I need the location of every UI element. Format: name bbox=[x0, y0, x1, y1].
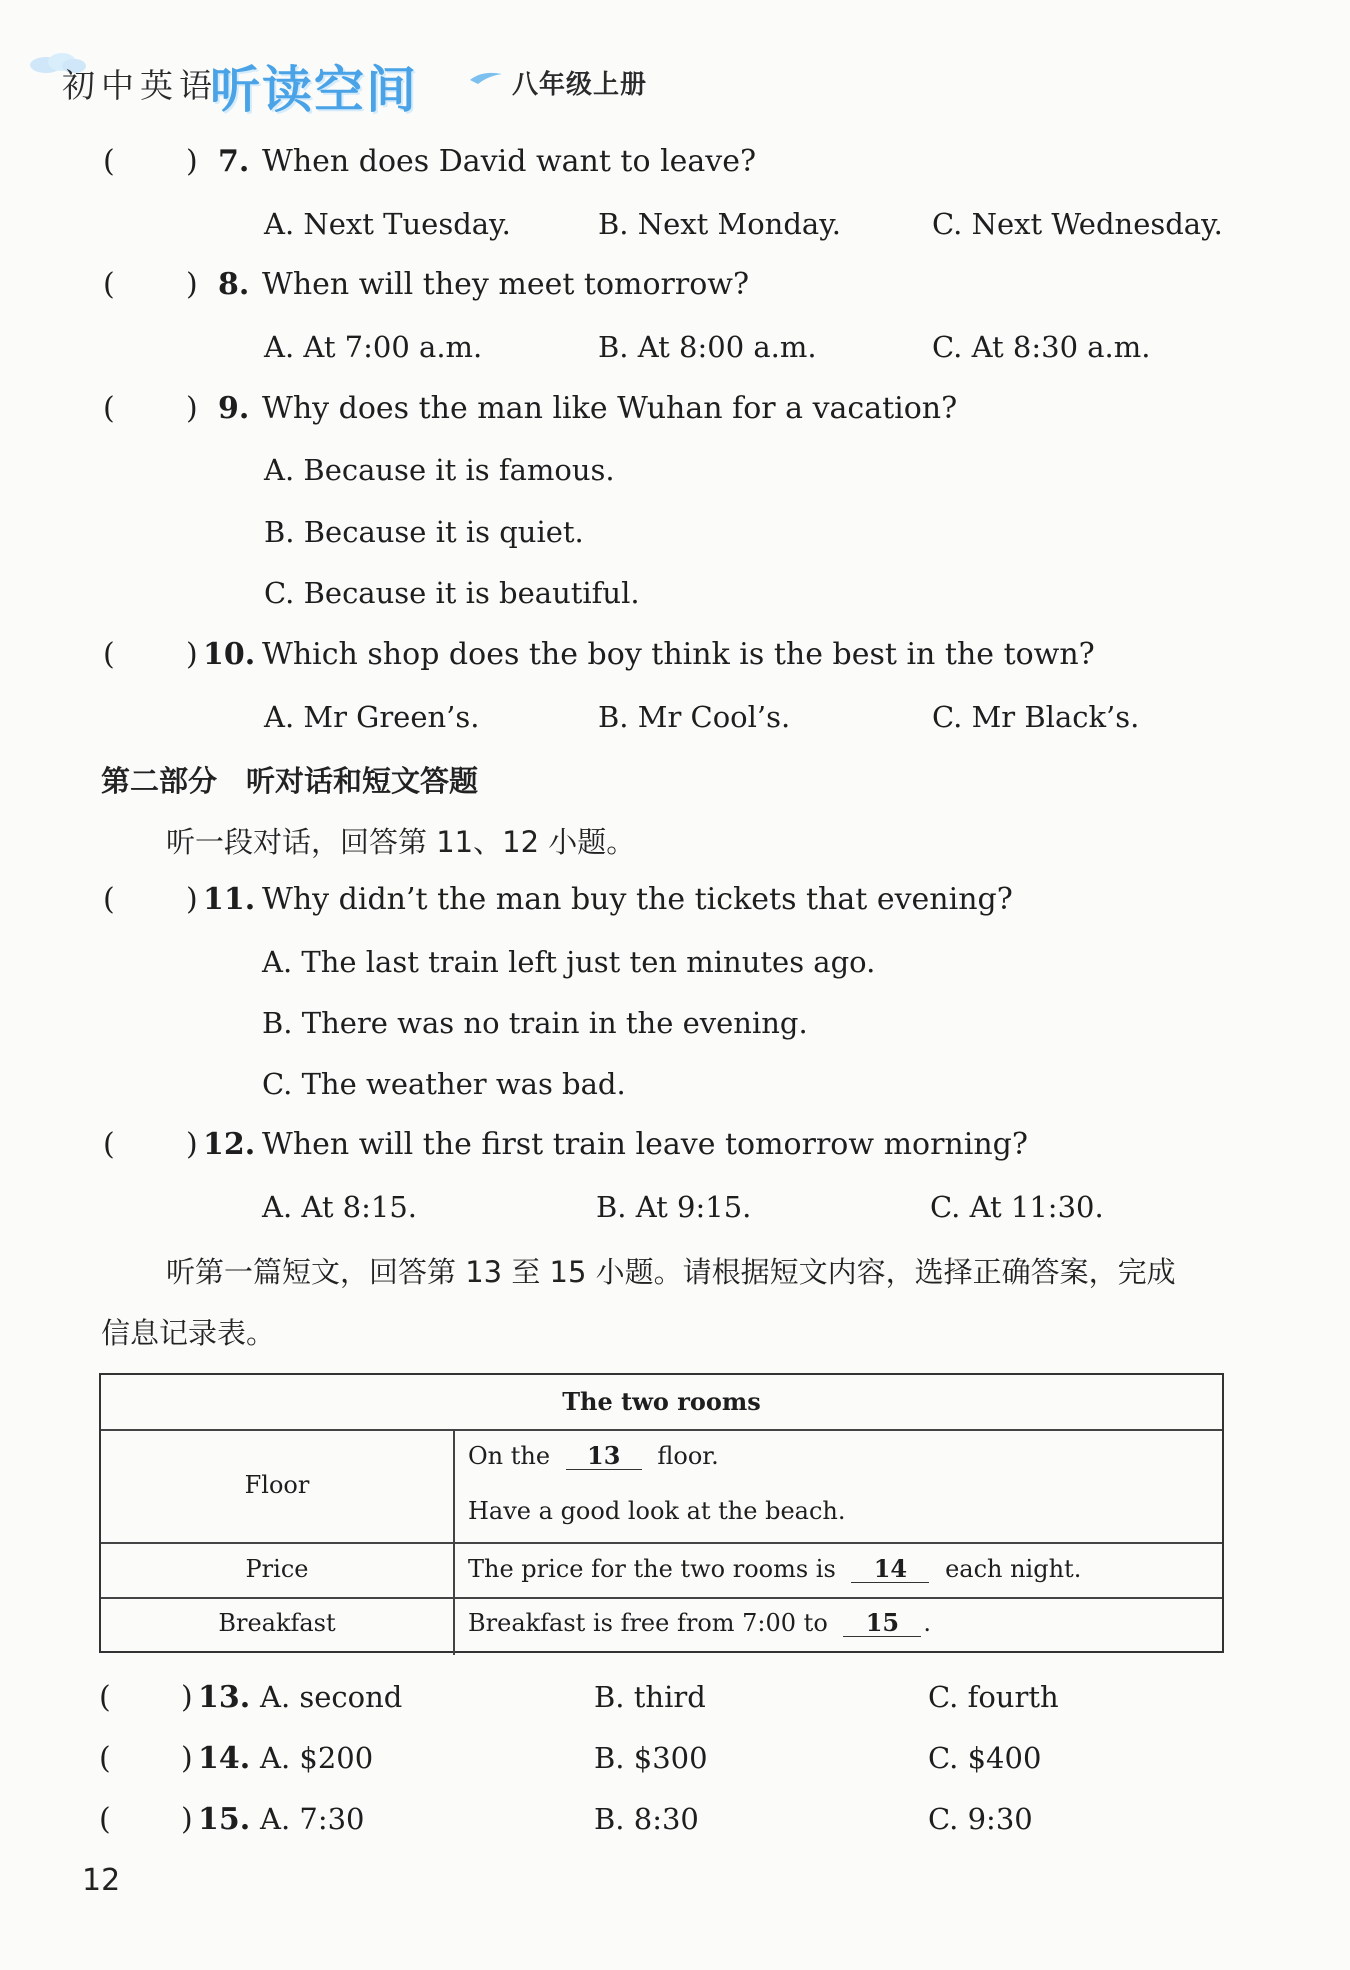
row-value-breakfast bbox=[468, 1609, 931, 1637]
option-b: B. 8:30 bbox=[594, 1802, 699, 1836]
option-a: A. Mr Green’s. bbox=[264, 700, 480, 734]
row-label-floor: Floor bbox=[244, 1471, 310, 1499]
option-b: B. third bbox=[594, 1680, 706, 1714]
blank-15[interactable]: 15 bbox=[843, 1610, 921, 1637]
option-b: B. $300 bbox=[594, 1741, 708, 1775]
instruction-text-cont: 信息记录表。 bbox=[101, 1316, 276, 1350]
cell-text: floor. bbox=[657, 1442, 719, 1470]
info-table bbox=[99, 1373, 1224, 1653]
option-c: C. Because it is beautiful. bbox=[264, 576, 640, 610]
table-title: The two rooms bbox=[562, 1387, 761, 1416]
answer-paren-open: ( bbox=[99, 1802, 111, 1837]
option-a: A. Next Tuesday. bbox=[264, 207, 511, 241]
row-label-price: Price bbox=[245, 1555, 309, 1583]
option-a: A. At 8:15. bbox=[262, 1190, 418, 1224]
table-divider bbox=[101, 1597, 1222, 1599]
answer-paren-close: ) bbox=[186, 391, 198, 426]
option-b: B. At 9:15. bbox=[596, 1190, 752, 1224]
instruction-text: 听第一篇短文，回答第 13 至 15 小题。请根据短文内容，选择正确答案，完成 bbox=[166, 1255, 1176, 1289]
question-number: 7. bbox=[218, 144, 250, 179]
section-title: 第二部分 听对话和短文答题 bbox=[101, 764, 479, 798]
cell-text: Breakfast is free from 7:00 to bbox=[468, 1609, 828, 1637]
question-text: Which shop does the boy think is the best in the town? bbox=[262, 637, 1095, 672]
question-number: 14. bbox=[198, 1741, 251, 1776]
option-c: C. $400 bbox=[928, 1741, 1042, 1775]
question-number: 15. bbox=[198, 1802, 251, 1837]
answer-paren-close: ) bbox=[181, 1680, 193, 1715]
cell-text: The price for the two rooms is bbox=[468, 1555, 836, 1583]
page-number: 12 bbox=[82, 1863, 121, 1898]
question-number: 12. bbox=[203, 1127, 256, 1162]
option-a: A. $200 bbox=[260, 1741, 374, 1775]
option-c: C. 9:30 bbox=[928, 1802, 1033, 1836]
option-a: A. At 7:00 a.m. bbox=[264, 330, 483, 364]
question-text: Why didn’t the man buy the tickets that evening? bbox=[262, 882, 1013, 917]
option-b: B. Because it is quiet. bbox=[264, 515, 584, 549]
answer-paren-open: ( bbox=[103, 391, 115, 426]
option-a: A. 7:30 bbox=[260, 1802, 365, 1836]
blank-13[interactable]: 13 bbox=[566, 1443, 642, 1470]
option-b: B. Next Monday. bbox=[598, 207, 841, 241]
question-text: When will the first train leave tomorrow morning? bbox=[262, 1127, 1028, 1162]
instruction-text: 听一段对话，回答第 11、12 小题。 bbox=[166, 825, 636, 859]
cell-text: each night. bbox=[945, 1555, 1082, 1583]
option-c: C. The weather was bad. bbox=[262, 1067, 626, 1101]
answer-paren-open: ( bbox=[103, 882, 115, 917]
page-header bbox=[28, 40, 728, 130]
option-b: B. There was no train in the evening. bbox=[262, 1006, 808, 1040]
answer-paren-open: ( bbox=[103, 1127, 115, 1162]
row-label-breakfast: Breakfast bbox=[218, 1609, 336, 1637]
option-c: C. At 8:30 a.m. bbox=[932, 330, 1151, 364]
question-number: 11. bbox=[203, 882, 256, 917]
option-b: B. At 8:00 a.m. bbox=[598, 330, 817, 364]
option-c: C. At 11:30. bbox=[930, 1190, 1104, 1224]
question-text: When does David want to leave? bbox=[262, 144, 757, 179]
swoosh-icon bbox=[468, 68, 504, 86]
option-a: A. Because it is famous. bbox=[264, 453, 615, 487]
option-c: C. fourth bbox=[928, 1680, 1059, 1714]
grade-label: 八年级上册 bbox=[512, 70, 648, 100]
cell-text: . bbox=[923, 1609, 932, 1637]
answer-paren-close: ) bbox=[186, 637, 198, 672]
table-divider bbox=[101, 1429, 1222, 1431]
row-value-floor bbox=[468, 1442, 719, 1470]
answer-paren-close: ) bbox=[181, 1802, 193, 1837]
answer-paren-close: ) bbox=[186, 267, 198, 302]
answer-paren-open: ( bbox=[99, 1680, 111, 1715]
brand-logo: 听读空间 bbox=[210, 61, 418, 119]
question-number: 10. bbox=[203, 637, 256, 672]
answer-paren-open: ( bbox=[103, 267, 115, 302]
answer-paren-close: ) bbox=[186, 882, 198, 917]
table-divider bbox=[101, 1542, 1222, 1544]
answer-paren-close: ) bbox=[181, 1741, 193, 1776]
row-value-floor-line2: Have a good look at the beach. bbox=[468, 1497, 846, 1525]
answer-paren-open: ( bbox=[103, 144, 115, 179]
row-value-price bbox=[468, 1555, 1081, 1583]
answer-paren-open: ( bbox=[99, 1741, 111, 1776]
option-c: C. Mr Black’s. bbox=[932, 700, 1140, 734]
question-text: When will they meet tomorrow? bbox=[262, 267, 750, 302]
blank-14[interactable]: 14 bbox=[851, 1556, 929, 1583]
answer-paren-open: ( bbox=[103, 637, 115, 672]
question-number: 8. bbox=[218, 267, 250, 302]
question-number: 9. bbox=[218, 391, 250, 426]
question-text: Why does the man like Wuhan for a vacation? bbox=[262, 391, 958, 426]
answer-paren-close: ) bbox=[186, 144, 198, 179]
cell-text: On the bbox=[468, 1442, 551, 1470]
option-b: B. Mr Cool’s. bbox=[598, 700, 791, 734]
question-number: 13. bbox=[198, 1680, 251, 1715]
series-title: 初中英语 bbox=[62, 66, 218, 105]
option-c: C. Next Wednesday. bbox=[932, 207, 1223, 241]
option-a: A. The last train left just ten minutes ago. bbox=[262, 945, 876, 979]
answer-paren-close: ) bbox=[186, 1127, 198, 1162]
option-a: A. second bbox=[260, 1680, 403, 1714]
